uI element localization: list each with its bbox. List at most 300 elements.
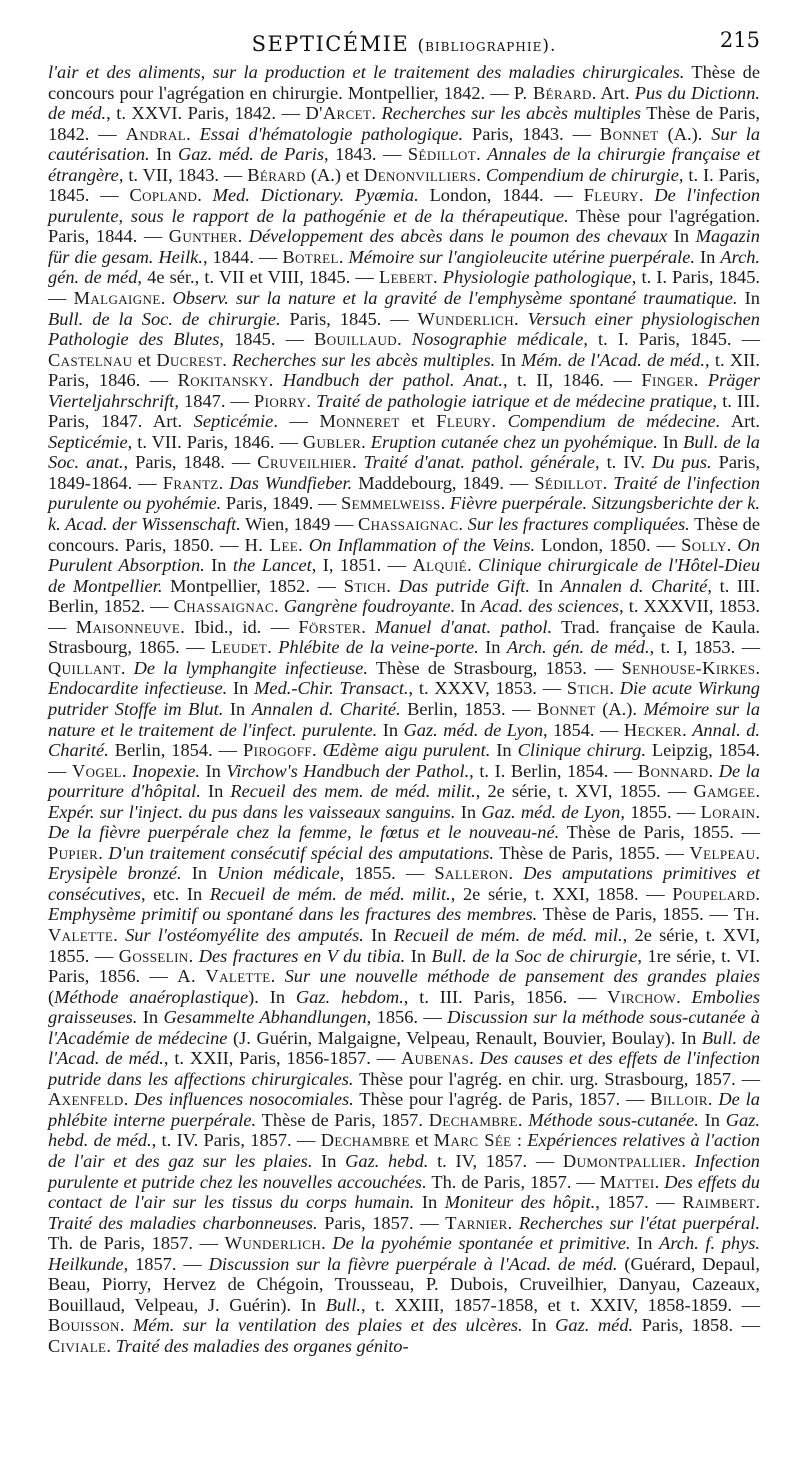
citation-text: Th. de Paris, 1857. — [426, 1171, 600, 1192]
citation-text: . [476, 144, 488, 165]
work-title: Acad. des sciences [480, 596, 620, 617]
author-name: Frantz [162, 472, 219, 493]
citation-text: Trad. française de Kaula. Strasbourg, 1865. — [48, 616, 760, 658]
citation-text: , t. III. Berlin, 1852. — [48, 575, 760, 617]
work-title: De la phlébite interne puerpérale. [48, 1089, 760, 1130]
citation-text: , 4e sér., t. VII et VIII, 1845. — [137, 267, 379, 288]
citation-text: . [338, 246, 349, 267]
citation-text: . [467, 555, 479, 576]
work-title: Gaz. méd. [555, 1315, 634, 1336]
work-title: Gaz. méd. de Paris [177, 144, 325, 165]
citation-text: , t. XII. Paris, 1846. — [48, 349, 760, 391]
citation-text: In [495, 349, 522, 370]
citation-text: , t. II, 1846. — [503, 370, 642, 391]
work-title: Discussion sur la fièvre puerpérale à l'Acad. de méd. [208, 1253, 618, 1274]
author-name: Solly [681, 534, 727, 555]
citation-text: In [204, 555, 233, 576]
citation-text: In [377, 719, 404, 740]
author-name: Copland [129, 185, 198, 206]
work-title: Arch. f. phys. Heilkunde [48, 1233, 761, 1274]
work-title: Gaz. méd. de Lyon [403, 719, 544, 740]
citation-text: (Guérard, Depaul, Beau, Piorry, Hervez de Chégoin, Trousseau, P. Dubois, Cruveilhier, Danyau, Cazeaux, Bouillaud, Velpeau, J. Guérin). In [48, 1253, 760, 1315]
citation-text: , t. XXVI. Paris, 1842. — [106, 103, 306, 124]
author-name: Dechambre [320, 1130, 410, 1151]
work-title: Sur une nouvelle méthode de pansement des grandes plaies [284, 966, 760, 987]
work-title: Œdème aigu purulent. [322, 740, 491, 761]
work-title: Recueil des mem. de méd. milit. [230, 781, 476, 802]
bibliography-text [48, 62, 760, 1356]
work-title: Traité de l'infection purulente ou pyohémie. [48, 472, 760, 514]
citation-text: In [227, 678, 255, 699]
citation-text: . [222, 349, 233, 370]
author-name: Alquié [412, 555, 468, 576]
citation-text: , 1re série, t. VI. Paris, 1856. — [48, 945, 761, 987]
work-title: Mémoire sur la nature et le traitement de l'infect. purulente. [48, 698, 761, 740]
citation-text: . [602, 472, 614, 493]
citation-text: , t. I, 1853. — [649, 637, 761, 658]
citation-text: . [237, 226, 249, 247]
author-name: Gubler [302, 431, 362, 452]
citation-text: Maddebourg, 1849. — [352, 472, 535, 493]
author-name: Marc Sée [433, 1130, 512, 1151]
work-title: Med. Dictionary. Pyæmia. [212, 185, 419, 206]
citation-text: , t. XXII, Paris, 1856-1857. — [163, 1048, 401, 1069]
work-title: Arch. gén. de méd. [506, 637, 650, 658]
work-title: Annal. d. Charité. [48, 719, 760, 761]
citation-text: , 2e série, t. XVI, 1855. — [48, 924, 761, 966]
citation-text: Art. [720, 411, 761, 432]
citation-text: . [120, 657, 134, 678]
citation-text: Thèse pour l'agrég. de Paris, 1857. — [353, 1089, 651, 1110]
author-name: Velpeau [689, 842, 756, 863]
citation-text: . [312, 740, 323, 761]
citation-text: et [132, 349, 157, 370]
citation-text: Thèse de Paris, 1842. — [48, 103, 761, 144]
citation-text: In [199, 760, 227, 781]
work-title: Bull. de la Soc. de chirurgie. [48, 308, 281, 329]
citation-text: In [478, 637, 507, 658]
running-title-sub: (bibliographie). [417, 36, 557, 56]
author-name: Lorain [700, 801, 756, 822]
citation-text: : [511, 1130, 528, 1151]
citation-text: In [737, 288, 760, 309]
citation-text: . [113, 924, 126, 945]
citation-text: . [268, 370, 283, 391]
author-name: Ducrest [156, 349, 223, 370]
work-title: Magazin für die gesam. Heilk. [48, 226, 760, 267]
citation-text: (A.). [595, 698, 644, 719]
work-title: Des fractures en V du tibia. [198, 945, 406, 966]
work-title: Virchow's Handbuch der Pathol. [226, 760, 470, 781]
work-title: Sur la cautérisation. [48, 123, 761, 165]
citation-text: , etc. In [140, 883, 210, 904]
work-title: Die acute Wirkung putrider Stoffe im Blut. [48, 678, 760, 719]
citation-text: . [469, 1048, 480, 1069]
author-name: Cruveilhier [257, 452, 352, 473]
work-title: De la lymphangite infectieuse. [133, 657, 368, 678]
work-title: On Inflammation of the Veins. [308, 534, 536, 555]
work-title: Gaz. hebd. de méd. [48, 1109, 760, 1151]
citation-text: Thèse de Strasbourg, 1853. — [367, 657, 622, 678]
citation-text: . [371, 103, 382, 124]
citation-text: (A.). [658, 123, 712, 144]
author-name: Castelnau [48, 349, 133, 370]
running-title-main: SEPTICÉMIE [251, 32, 410, 56]
citation-text: . [726, 534, 738, 555]
work-title: Recherches sur les abcès multiples [381, 103, 642, 124]
citation-text: , 1847. — [174, 390, 255, 411]
work-title: Eruption cutanée chez un pyohémique. [370, 431, 658, 452]
work-title: Du pus. [651, 452, 712, 473]
author-name: Semmelweiss [341, 493, 441, 514]
citation-text: . [267, 637, 279, 658]
author-name: Stich [566, 678, 610, 699]
citation-text: . [458, 514, 468, 535]
work-title: Moniteur des hôpit. [444, 1192, 596, 1213]
citation-text: , t. XXIII, 1857-1858, et t. XXIV, 1858-1859. — [360, 1294, 760, 1315]
citation-text: In [490, 740, 518, 761]
running-head [48, 22, 760, 62]
work-title: Gesammelte Abhandlungen [163, 1007, 367, 1028]
citation-text: . [188, 945, 199, 966]
author-name: Virchow [607, 986, 677, 1007]
work-title: Versuch einer physiologischen Pathologie des Blutes [48, 308, 760, 350]
author-name: Aubenas [401, 1048, 470, 1069]
author-name: Dechambre [428, 1109, 518, 1130]
citation-text: Thèse de Paris, 1855. — [494, 842, 690, 863]
work-title: Observ. sur la nature et la gravité de l'emphysème spontané traumatique. [172, 288, 738, 309]
citation-text: . [676, 986, 692, 1007]
author-name: Lebert [378, 267, 433, 288]
author-name: Bouisson [48, 1315, 120, 1336]
author-name: Chassaignac [357, 514, 459, 535]
citation-text: In [414, 1192, 445, 1213]
work-title: Traité de pathologie iatrique et de médecine pratique [316, 390, 713, 411]
work-title: De la pourriture d'hôpital. [48, 760, 760, 802]
author-name: Finger [641, 370, 694, 391]
author-name: Raimbert [682, 1192, 756, 1213]
work-title: Mémoire sur l'angioleucite utérine puerpérale. [348, 246, 696, 267]
work-title: Essai d'hématologie pathologique. [199, 123, 464, 144]
author-name: Wunderlich [224, 1233, 322, 1254]
work-title: Des influences nosocomiales. [134, 1089, 354, 1110]
citation-text: Thèse pour l'agrégation. Paris, 1844. — [48, 205, 760, 247]
citation-text: In [223, 698, 252, 719]
author-name: Andral [125, 123, 187, 144]
citation-text: London, 1844. — [418, 185, 584, 206]
author-name: Salleron [434, 863, 509, 884]
citation-text: . [508, 863, 524, 884]
citation-text: . [707, 1089, 719, 1110]
author-name: P. Bérard [513, 82, 592, 103]
author-name: Rokitansky [177, 370, 269, 391]
work-title: Des causes et des effets de l'infection putride dans les affections chirurgicales. [48, 1048, 760, 1089]
citation-text: (J. Guérin, Malgaigne, Velpeau, Renault, Bouvier, Boulay). In [227, 1027, 702, 1048]
citation-text: . [123, 1089, 135, 1110]
citation-text: . [119, 1315, 133, 1336]
citation-text: Paris, 1849. — [221, 493, 342, 514]
citation-text: t. IV, 1857. — [428, 1150, 563, 1171]
author-name: Sédillot [534, 472, 603, 493]
author-name: Förster [298, 616, 362, 637]
citation-text: . [106, 1335, 116, 1356]
citation-text: . [755, 883, 761, 904]
work-title: Infection purulente et putride chez les nouvelles accouchées. [48, 1150, 760, 1192]
work-title: Emphysème primitif ou spontané dans les fractures des membres. [48, 904, 538, 925]
citation-text: . [491, 411, 508, 432]
work-title: Union médicale [217, 863, 340, 884]
citation-text: , 1854. — [543, 719, 624, 740]
citation-text: . [514, 308, 528, 329]
citation-text: Thèse de concours pour l'agrégation en chirurgie. Montpellier, 1842. — [48, 62, 760, 103]
author-name: Maisonneuve [75, 616, 181, 637]
citation-text: In [455, 596, 481, 617]
citation-text: ( [48, 986, 55, 1007]
work-title: Fièvre puerpérale. Sitzungsberichte der k. k. Acad. der Wissenschaft. [48, 493, 760, 535]
work-title: Méthode anaéroplastique [54, 986, 249, 1007]
citation-text: . [306, 390, 317, 411]
work-title: Sur l'ostéomyélite des amputés. [125, 924, 364, 945]
citation-text: . [361, 616, 376, 637]
citation-text: , t. I. Paris, 1845. — [48, 164, 760, 206]
work-title: Mém. de l'Acad. de méd. [521, 349, 705, 370]
citation-text: Paris, 1857. — [317, 1212, 446, 1233]
citation-text: . [298, 534, 309, 555]
work-title: Clinique chirurgicale de l'Hôtel-Dieu de Montpellier. [48, 555, 761, 596]
author-name: Malgaigne [73, 288, 161, 309]
citation-text: , t. XXXVII, 1853. — [48, 596, 760, 637]
citation-text: . [351, 452, 364, 473]
citation-text: . [708, 760, 719, 781]
author-name: Billoir [650, 1089, 708, 1110]
citation-text: . [270, 966, 285, 987]
citation-text: Thèse de concours. Paris, 1850. — [48, 514, 760, 555]
citation-text: , 1855. — [620, 801, 701, 822]
work-title: Gaz. hebdom. [295, 986, 404, 1007]
citation-text: . Ibid., id. — [180, 616, 299, 637]
citation-text: In [695, 246, 721, 267]
citation-text: , Paris, 1848. — [123, 452, 258, 473]
citation-text: . [682, 719, 693, 740]
citation-text: , t. I. Berlin, 1854. — [469, 760, 638, 781]
author-name: H. Lee [244, 534, 299, 555]
work-title: Discussion sur la méthode sous-cutanée à l'Académie de médecine [48, 1007, 761, 1048]
citation-text: . [476, 164, 486, 185]
citation-text: Berlin, 1853. — [400, 698, 537, 719]
author-name: Bonnet [599, 123, 659, 144]
citation-text: Thèse de Paris, 1857. [256, 1109, 429, 1130]
work-title: Bull. [325, 1294, 361, 1315]
citation-text: Paris, 1845. — [280, 308, 418, 329]
author-name: Vogel [71, 760, 122, 781]
author-name: A. Valette [177, 966, 271, 987]
work-title: Gangrène foudroyante. [283, 596, 456, 617]
work-title: Expériences relatives à l'action de l'air et des gaz sur les plaies. [48, 1130, 761, 1171]
citation-text: . [755, 781, 761, 802]
citation-text: , I, 1851. — [311, 555, 413, 576]
work-title: l'air et des aliments, sur la production et le traitement des maladies chirurgicales. [48, 62, 685, 82]
author-name: Civiale [48, 1335, 107, 1356]
author-name: D'Arcet [305, 103, 372, 124]
citation-text: . [755, 657, 761, 678]
work-title: Compendium de chirurgie [485, 164, 679, 185]
author-name: Bérard [247, 164, 306, 185]
citation-text: , t. IV. Paris, 1857. — [151, 1130, 321, 1151]
citation-text: . [361, 431, 371, 452]
work-title: Traité des maladies des organes génito- [115, 1335, 409, 1356]
citation-text: . [98, 842, 109, 863]
citation-text: In [200, 781, 231, 802]
work-title: Erysipèle bronzé. [48, 863, 182, 884]
citation-text: , t. I. Paris, 1845. — [583, 329, 760, 350]
work-title: Gaz. hebd. [345, 1150, 429, 1171]
citation-text: . [681, 1150, 695, 1171]
work-title: Mém. sur la ventilation des plaies et des ulcères. [132, 1315, 523, 1336]
work-title: Bull. de l'Acad. de méd. [48, 1027, 760, 1069]
author-name: Pupier [48, 842, 99, 863]
author-name: Fleury [583, 185, 639, 206]
citation-text: . [186, 123, 200, 144]
work-title: Expér. sur l'inject. du pus dans les vaisseaux sanguins. [48, 801, 456, 822]
citation-text: Wien, 1849 — [240, 514, 358, 535]
work-title: Inopexie. [132, 760, 200, 781]
author-name: Th. Valette [48, 904, 761, 945]
citation-text: Montpellier, 1852. — [162, 575, 344, 596]
citation-text: , 2e série, t. XVI, 1855. — [475, 781, 694, 802]
citation-text: In [630, 1233, 660, 1254]
work-title: Gaz. méd. de Lyon [481, 801, 621, 822]
citation-text: In [455, 801, 482, 822]
author-name: Pirogoff [242, 740, 313, 761]
work-title: D'un traitement consécutif spécial des amputations. [108, 842, 495, 863]
citation-text: . [274, 596, 284, 617]
citation-text: et [399, 411, 437, 432]
citation-text: , 1855. — [339, 863, 435, 884]
citation-text: Leipzig, 1854. — [48, 740, 761, 781]
work-title: Septicémie [193, 411, 274, 432]
work-title: Bull. de la Soc de chirurgie [431, 945, 638, 966]
citation-text: . [693, 370, 708, 391]
citation-text: In [137, 1007, 164, 1028]
citation-text: . [218, 472, 230, 493]
citation-text: In [149, 144, 178, 165]
work-title: Septicémie [48, 431, 128, 452]
work-title: Handbuch der pathol. Anat. [282, 370, 504, 391]
author-name: Bonnet [537, 698, 596, 719]
citation-text: et [409, 1130, 434, 1151]
citation-text: , t. VII, 1843. — [118, 164, 248, 185]
citation-text: . [755, 842, 760, 863]
page-number: 215 [719, 28, 760, 52]
citation-text: Thèse de Paris, 1855. — [559, 822, 760, 843]
citation-text: In [529, 575, 561, 596]
work-title: Des effets du contact de l'air sur les tissus du corps humain. [48, 1171, 761, 1213]
work-title: Sur les fractures compliquées. [467, 514, 690, 535]
citation-text: London, 1850. — [535, 534, 682, 555]
author-name: Gunther [168, 226, 238, 247]
author-name: Wunderlich [417, 308, 515, 329]
citation-text: . [321, 1233, 333, 1254]
author-name: Dumontpallier [562, 1150, 682, 1171]
citation-text: , 1844. — [202, 246, 283, 267]
work-title: Präger Vierteljahrschrift [48, 370, 760, 411]
citation-text: . [755, 801, 761, 822]
author-name: Sédillot [407, 144, 477, 165]
citation-text: Paris, 1849-1864. — [48, 452, 760, 493]
work-title: Clinique chirurg. [517, 740, 646, 761]
work-title: Nosographie médicale [411, 329, 584, 350]
citation-text: Th. de Paris, 1857. — [48, 1233, 225, 1254]
citation-text: . [654, 1171, 665, 1192]
work-title: Bull. de la Soc. anat. [48, 431, 760, 473]
author-name: Senhouse-Kirkes [621, 657, 756, 678]
citation-text: In [667, 226, 696, 247]
work-title: Compendium de médecine. [507, 411, 721, 432]
work-title: Embolies graisseuses. [48, 986, 760, 1028]
citation-text: , t. VII. Paris, 1846. — [127, 431, 303, 452]
author-name: Mattei [599, 1171, 655, 1192]
work-title: Arch. gén. de méd [48, 246, 761, 288]
citation-text: , 2e série, t. XXI, 1858. — [450, 883, 673, 904]
citation-text: (A.) et [305, 164, 365, 185]
work-title: Recherches sur l'état puerpéral. [518, 1212, 761, 1233]
citation-text: , t. XXXV, 1853. — [408, 678, 567, 699]
citation-text: Thèse de Paris, 1855. — [537, 904, 734, 925]
author-name: Fleury [436, 411, 492, 432]
citation-text: , t. IV. [594, 452, 652, 473]
work-title: Annalen d. Charité. [251, 698, 401, 719]
work-title: On Purulent Absorption. [48, 534, 760, 576]
citation-text: . [397, 329, 412, 350]
author-name: Gosselin [118, 945, 189, 966]
author-name: Bonnard [637, 760, 709, 781]
work-title: Med.-Chir. Transact. [254, 678, 409, 699]
citation-text: , 1856. — [366, 1007, 448, 1028]
citation-text: In [405, 945, 432, 966]
author-name: Bouillaud [314, 329, 398, 350]
citation-text: . [755, 1192, 761, 1213]
citation-text: In [312, 1150, 346, 1171]
author-name: Chassaignac [173, 596, 275, 617]
author-name: Leudet [210, 637, 268, 658]
work-title: Das putride Gift. [398, 575, 530, 596]
citation-text: . [121, 760, 133, 781]
work-title: Endocardite infectieuse. [48, 678, 228, 699]
citation-text: In [181, 863, 218, 884]
work-title: Méthode sous-cutanée. [528, 1109, 699, 1130]
author-name: Stich [343, 575, 387, 596]
author-name: Botrel [282, 246, 339, 267]
author-name: Piorry [254, 390, 307, 411]
citation-text: , 1843. — [324, 144, 408, 165]
citation-text: . [507, 1212, 519, 1233]
citation-text: . — [273, 411, 320, 432]
citation-text: Thèse pour l'agrég. en chir. urg. Strasbourg, 1857. — [353, 1068, 760, 1089]
citation-text: . [517, 1109, 529, 1130]
author-name: Gamgee [693, 781, 756, 802]
citation-text: . [638, 185, 655, 206]
citation-text: ). In [248, 986, 296, 1007]
citation-text: Paris, 1843. — [463, 123, 600, 144]
author-name: Monneret [319, 411, 400, 432]
citation-text: . [386, 575, 399, 596]
work-title: the Lancet [232, 555, 312, 576]
work-title: Physiologie pathologique [442, 267, 632, 288]
citation-text: Berlin, 1854. — [108, 740, 243, 761]
work-title: Traité des maladies charbonneuses. [48, 1212, 318, 1233]
citation-text: , t. III. Paris, 1847. Art. [48, 390, 760, 432]
author-name: Hecker [623, 719, 683, 740]
